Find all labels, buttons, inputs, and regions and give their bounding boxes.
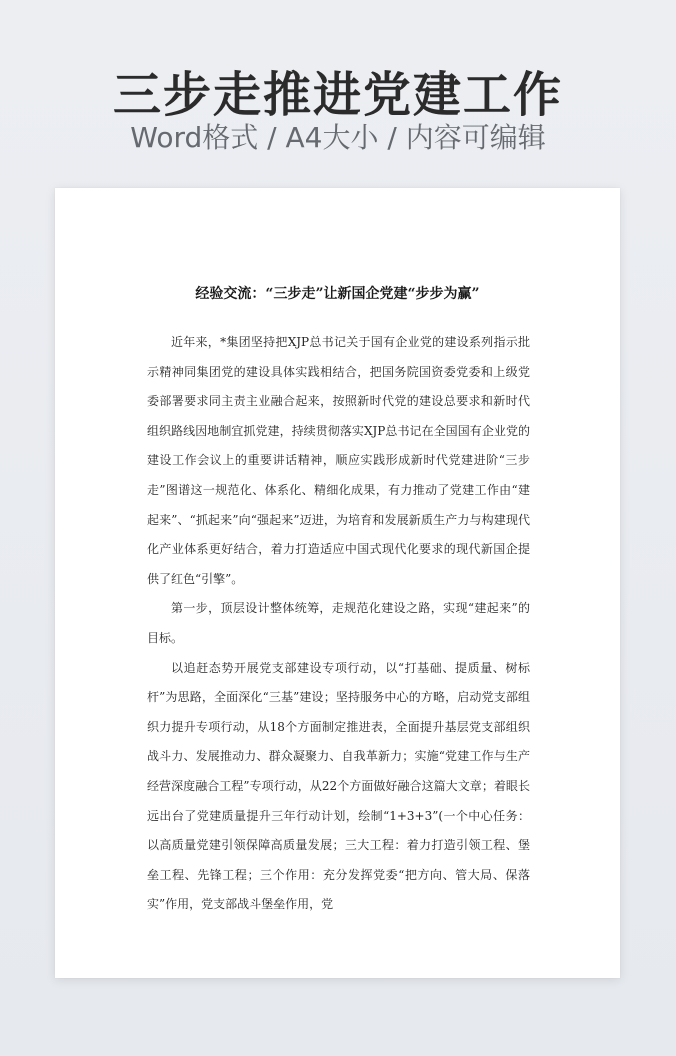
body-paragraph: 第一步，顶层设计整体统筹，走规范化建设之路，实现“建起来”的目标。	[147, 601, 530, 645]
document-body	[147, 328, 530, 920]
body-paragraph: 近年来，*集团坚持把XJP总书记关于国有企业党的建设系列指示批示精神同集团党的建设具体实践相结合，把国务院国资委党委和上级党委部署要求同主责主业融合起来，按照新时代党的建设总要求和新时代组织路线因地制宜抓党建，持续贯彻落实XJP总书记在全国国有企业党的建设工作会议上的重要讲话精神，顺应实践形成新时代党建进阶“三步走”图谱这一规范化、体系化、精细化成果，有力推动了党建工作由“建起来”、“抓起来”向“强起来”迈进，为培育和发展新质生产力与构建现代化产业体系更好结合，着力打造适应中国式现代化要求的现代新国企提供了红色“引擎”。	[147, 335, 530, 586]
document-title: 经验交流：“三步走”让新国企党建“步步为赢”	[195, 286, 480, 302]
banner-title: 三步走推进党建工作	[112, 67, 563, 123]
banner-subtitle: Word格式 / A4大小 / 内容可编辑	[130, 121, 546, 154]
document-page	[55, 188, 620, 978]
body-paragraph: 以追赶态势开展党支部建设专项行动，以“打基础、提质量、树标杆”为思路，全面深化“三基”建设；坚持服务中心的方略，启动党支部组织力提升专项行动，从18个方面制定推进表，全面提升基层党支部组织战斗力、发展推动力、群众凝聚力、自我革新力；实施“党建工作与生产经营深度融合工程”专项行动，从22个方面做好融合这篇大文章；着眼长远出台了党建质量提升三年行动计划，绘制“1+3+3”(一个中心任务：以高质量党建引领保障高质量发展；三大工程：着力打造引领工程、堡垒工程、先锋工程；三个作用：充分发挥党委“把方向、管大局、保落实”作用，党支部战斗堡垒作用，党	[147, 660, 530, 912]
